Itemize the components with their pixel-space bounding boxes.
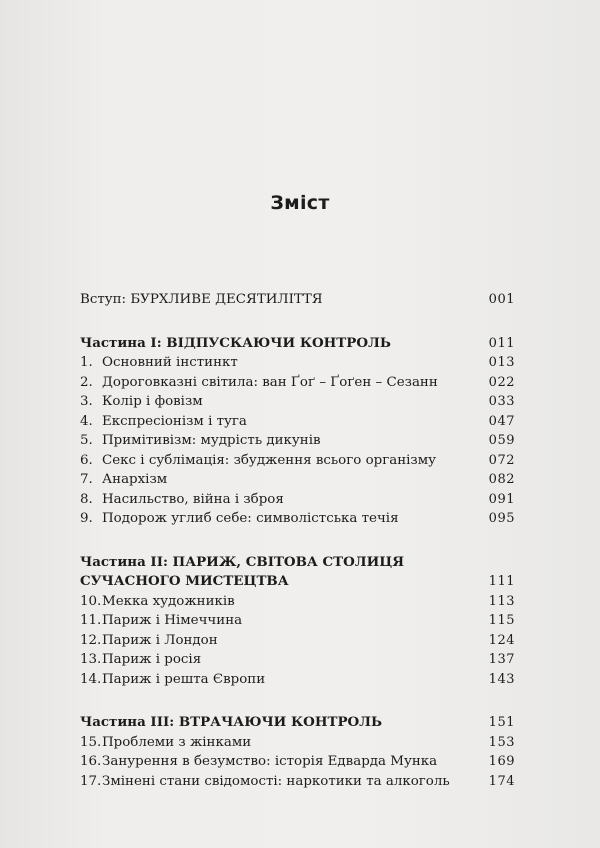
chapter-page: 113 xyxy=(488,593,515,609)
chapter-number: 5. xyxy=(80,433,93,448)
toc-chapter xyxy=(80,412,515,432)
part-page: 151 xyxy=(488,715,515,730)
toc-intro xyxy=(80,290,515,310)
chapter-page: 059 xyxy=(488,433,515,448)
toc-chapter xyxy=(80,650,515,670)
toc-chapter xyxy=(80,353,515,373)
chapter-number: 10. xyxy=(80,593,102,609)
chapter-page: 033 xyxy=(488,394,515,409)
chapter-number: 12. xyxy=(80,632,102,648)
chapter-number: 14. xyxy=(80,671,102,687)
toc-chapter xyxy=(80,772,515,792)
chapter-title: Основний інстинкт xyxy=(102,355,238,370)
chapter-number: 16. xyxy=(80,754,102,769)
toc-part-2-line-2 xyxy=(80,572,515,592)
chapter-number: 2. xyxy=(80,374,93,390)
toc-chapter xyxy=(80,373,515,393)
toc-part-3 xyxy=(80,713,515,733)
toc-intro-page: 001 xyxy=(488,292,515,307)
part-title: Частина II: ПАРИЖ, СВІТОВА СТОЛИЦЯ xyxy=(80,553,405,570)
toc-intro-label: Вступ: БУРХЛИВЕ ДЕСЯТИЛІТТЯ xyxy=(80,292,323,307)
chapter-title: Секс і сублімація: збудження всього організму xyxy=(102,452,437,468)
chapter-number: 17. xyxy=(80,773,102,789)
toc-chapter xyxy=(80,611,515,631)
toc-chapter xyxy=(80,509,515,529)
chapter-page: 082 xyxy=(488,472,515,487)
chapter-page: 143 xyxy=(488,671,515,687)
toc-chapter xyxy=(80,451,515,471)
chapter-number: 4. xyxy=(80,413,93,429)
table-of-contents xyxy=(80,290,515,791)
chapter-number: 11. xyxy=(80,613,102,628)
chapter-number: 1. xyxy=(80,355,93,370)
chapter-page: 153 xyxy=(488,734,515,750)
chapter-page: 072 xyxy=(488,452,515,468)
chapter-title: Експресіонізм і туга xyxy=(102,413,247,429)
toc-part-1 xyxy=(80,334,515,354)
part-title: Частина III: ВТРАЧАЮЧИ КОНТРОЛЬ xyxy=(80,714,383,730)
chapter-number: 3. xyxy=(80,394,93,409)
part-page: 111 xyxy=(488,574,515,589)
chapter-title: Париж і решта Європи xyxy=(102,671,266,687)
chapter-page: 013 xyxy=(488,355,515,370)
part-title: СУЧАСНОГО МИСТЕЦТВА xyxy=(80,573,289,589)
chapter-page: 115 xyxy=(488,613,515,628)
chapter-title: Змінені стани свідомості: наркотики та алкоголь xyxy=(102,773,450,789)
part-title: Частина I: ВІДПУСКАЮЧИ КОНТРОЛЬ xyxy=(80,334,391,351)
chapter-number: 9. xyxy=(80,511,93,526)
chapter-number: 15. xyxy=(80,734,102,750)
chapter-number: 6. xyxy=(80,452,93,468)
page-title: Зміст xyxy=(270,192,330,214)
toc-chapter xyxy=(80,490,515,510)
chapter-page: 174 xyxy=(488,773,515,789)
chapter-title: Подорож углиб себе: символістська течія xyxy=(102,511,399,526)
chapter-title: Насильство, війна і зброя xyxy=(102,491,284,507)
toc-chapter xyxy=(80,752,515,772)
chapter-page: 137 xyxy=(488,652,515,667)
chapter-page: 022 xyxy=(488,374,515,390)
toc-chapter xyxy=(80,592,515,612)
chapter-title: Занурення в безумство: історія Едварда Мунка xyxy=(102,754,438,769)
chapter-title: Колір і фовізм xyxy=(102,394,203,409)
toc-part-2-line-1 xyxy=(80,553,515,573)
chapter-page: 091 xyxy=(488,491,515,507)
chapter-title: Дороговказні світила: ван Ґоґ – Ґоґен – Сезанн xyxy=(102,374,438,390)
chapter-title: Проблеми з жінками xyxy=(102,734,252,750)
part-page: 011 xyxy=(488,335,515,351)
toc-chapter xyxy=(80,631,515,651)
chapter-page: 169 xyxy=(488,754,515,769)
chapter-title: Примітивізм: мудрість дикунів xyxy=(102,433,321,448)
toc-chapter xyxy=(80,431,515,451)
toc-chapter xyxy=(80,670,515,690)
chapter-title: Париж і Лондон xyxy=(102,632,218,648)
chapter-number: 7. xyxy=(80,472,93,487)
chapter-title: Мекка художників xyxy=(102,593,235,609)
chapter-title: Париж і росія xyxy=(102,652,202,667)
chapter-page: 124 xyxy=(488,632,515,648)
chapter-title: Анархізм xyxy=(102,472,168,487)
toc-chapter xyxy=(80,733,515,753)
chapter-page: 095 xyxy=(488,511,515,526)
chapter-number: 13. xyxy=(80,652,102,667)
toc-chapter xyxy=(80,470,515,490)
chapter-page: 047 xyxy=(488,413,515,429)
chapter-number: 8. xyxy=(80,491,93,507)
chapter-title: Париж і Німеччина xyxy=(102,613,243,628)
toc-chapter xyxy=(80,392,515,412)
